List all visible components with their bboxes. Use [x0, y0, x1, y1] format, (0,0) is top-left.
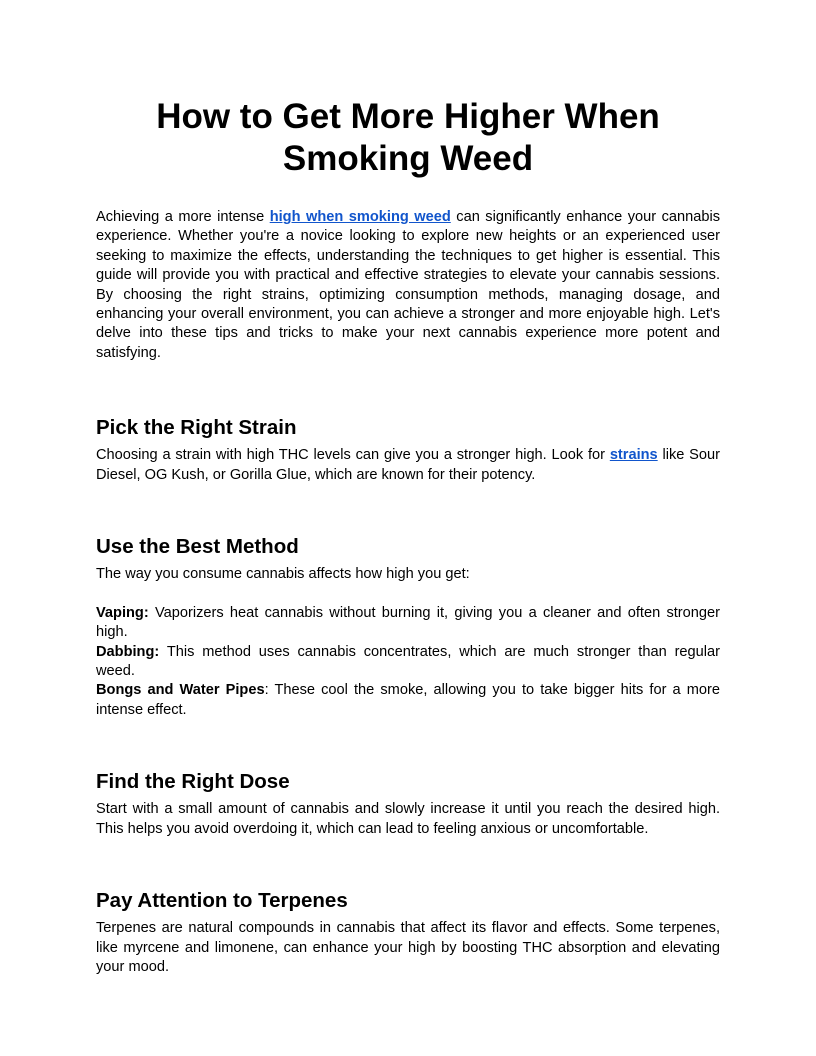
heading-use-the-best-method: Use the Best Method: [96, 535, 299, 559]
document-page: [96, 96, 720, 977]
method-item-dabbing: [96, 643, 720, 682]
method-lead: The way you consume cannabis affects how high you get:: [96, 566, 470, 583]
intro-text-after: can significantly enhance your cannabis experience. Whether you're a novice looking to explore new heights or an experienced user seeking to maximize the effects, understanding the techniques to get higher is essential. This guide will provide you with practical and effective strategies to elevate your cannabis sessions. By choosing the right strains, optimizing consumption methods, managing dosage, and enhancing your overall environment, you can achieve a stronger and more enjoyable high. Let's delve into these tips and tricks to make your next cannabis experience more potent and satisfying.: [96, 209, 721, 361]
method-term: Dabbing:: [96, 643, 160, 660]
intro-paragraph: [96, 208, 720, 363]
strain-text-after: like Sour Diesel, OG Kush, or Gorilla Glue, which are known for their potency.: [96, 447, 720, 483]
section-dose: [96, 769, 720, 839]
page-title: How to Get More Higher When Smoking Weed: [156, 97, 660, 178]
method-term: Bongs and Water Pipes: [96, 682, 265, 699]
intro-text-before: Achieving a more intense: [96, 209, 270, 225]
terpenes-paragraph: Terpenes are natural compounds in cannabis that affect its flavor and effects. Some terpenes, like myrcene and limonene, can enhance your high by boosting THC absorption and elevating your mood.: [96, 920, 720, 975]
dose-paragraph: Start with a small amount of cannabis and slowly increase it until you reach the desired high. This helps you avoid overdoing it, which can lead to feeling anxious or uncomfortable.: [96, 801, 720, 837]
strain-text-before: Choosing a strain with high THC levels can give you a stronger high. Look for: [96, 447, 610, 464]
method-desc: Vaporizers heat cannabis without burning it, giving you a cleaner and often stronger high.: [96, 604, 720, 641]
heading-pick-the-right-strain: Pick the Right Strain: [96, 416, 297, 440]
strain-paragraph: [96, 446, 720, 485]
section-method: [96, 534, 720, 720]
heading-find-the-right-dose: Find the Right Dose: [96, 770, 290, 794]
section-strain: [96, 415, 720, 485]
method-item-vaping: [96, 604, 720, 643]
method-item-bongs: [96, 681, 720, 720]
method-desc: : These cool the smoke, allowing you to take bigger hits for a more intense effect.: [96, 682, 720, 718]
method-term: Vaping:: [96, 604, 149, 621]
method-desc: This method uses cannabis concentrates, which are much stronger than regular weed.: [96, 643, 720, 680]
high-when-smoking-weed-link[interactable]: high when smoking weed: [269, 209, 451, 225]
heading-pay-attention-to-terpenes: Pay Attention to Terpenes: [96, 889, 348, 913]
strains-link[interactable]: strains: [609, 447, 658, 464]
section-terpenes: [96, 888, 720, 977]
